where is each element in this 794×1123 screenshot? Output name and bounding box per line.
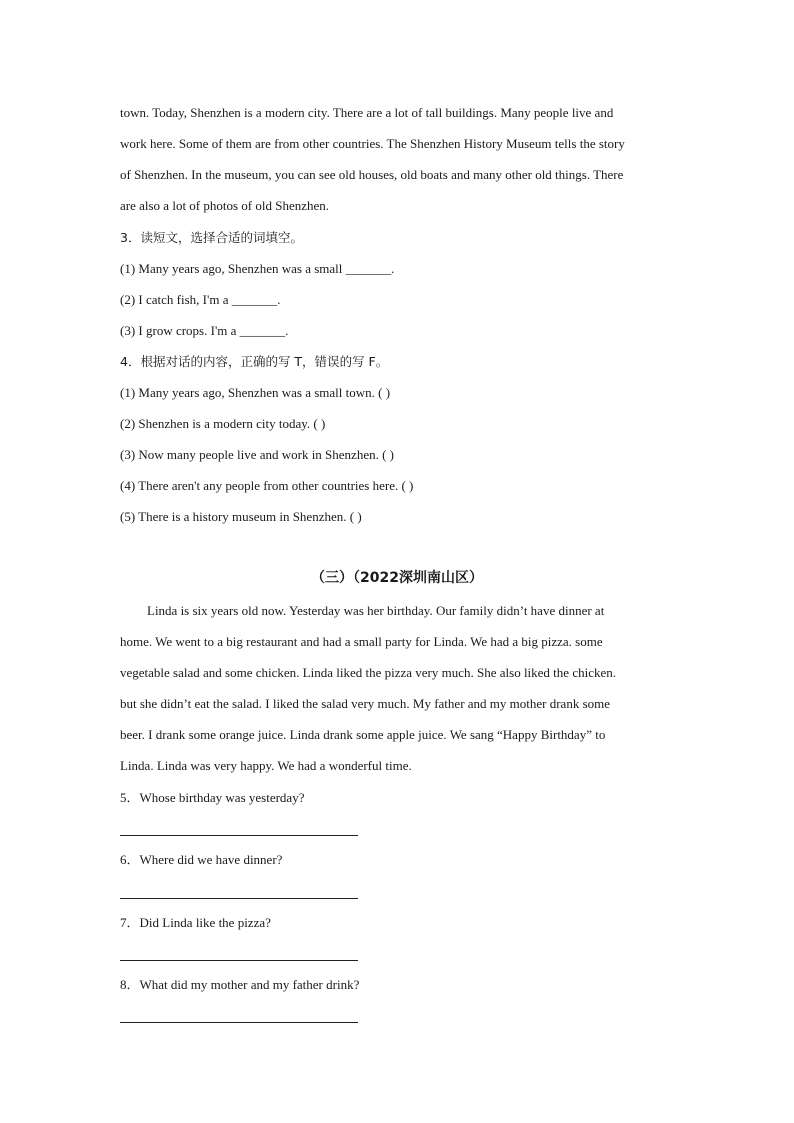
question-3-item: (2) I catch fish, I'm a _______. (120, 292, 281, 307)
question-4-item: (2) Shenzhen is a modern city today. ( ) (120, 416, 326, 431)
passage-line: of Shenzhen. In the museum, you can see old houses, old boats and many other old things. There (120, 167, 624, 182)
question-7: 7．Did Linda like the pizza? (120, 915, 271, 930)
answer-line-5[interactable] (120, 835, 358, 836)
question-4-item: (5) There is a history museum in Shenzhen. ( ) (120, 509, 362, 524)
question-4-item: (3) Now many people live and work in Shenzhen. ( ) (120, 447, 395, 462)
answer-line-6[interactable] (120, 898, 358, 899)
question-4-item: (4) There aren't any people from other countries here. ( ) (120, 478, 414, 493)
section-heading: （三）（2022深圳南山区） (311, 570, 483, 586)
passage-line: are also a lot of photos of old Shenzhen. (120, 198, 330, 213)
passage-line: beer. I drank some orange juice. Linda drank some apple juice. We sang “Happy Birthday” to (120, 727, 606, 742)
question-5: 5．Whose birthday was yesterday? (120, 790, 305, 805)
answer-line-8[interactable] (120, 1022, 358, 1023)
question-3-item: (3) I grow crops. I'm a _______. (120, 323, 289, 338)
question-4-item: (1) Many years ago, Shenzhen was a small town. ( ) (120, 385, 391, 400)
question-6: 6．Where did we have dinner? (120, 852, 283, 867)
question-8: 8．What did my mother and my father drink? (120, 977, 360, 992)
question-3-instruction: 3．读短文，选择合适的词填空。 (120, 230, 303, 245)
passage-line: Linda is six years old now. Yesterday was her birthday. Our family didn’t have dinner at (147, 603, 605, 618)
question-3-item: (1) Many years ago, Shenzhen was a small _______. (120, 261, 395, 276)
question-4-instruction: 4．根据对话的内容，正确的写 T，错误的写 F。 (120, 354, 389, 369)
answer-line-7[interactable] (120, 960, 358, 961)
passage-line: work here. Some of them are from other countries. The Shenzhen History Museum tells the story (120, 136, 625, 151)
passage-line: town. Today, Shenzhen is a modern city. There are a lot of tall buildings. Many people live and (120, 105, 614, 120)
passage-line: vegetable salad and some chicken. Linda liked the pizza very much. She also liked the chicken. (120, 665, 616, 680)
passage-line: but she didn’t eat the salad. I liked the salad very much. My father and my mother drank some (120, 696, 611, 711)
passage-line: home. We went to a big restaurant and had a small party for Linda. We had a big pizza. some (120, 634, 603, 649)
passage-line: Linda. Linda was very happy. We had a wonderful time. (120, 758, 412, 773)
